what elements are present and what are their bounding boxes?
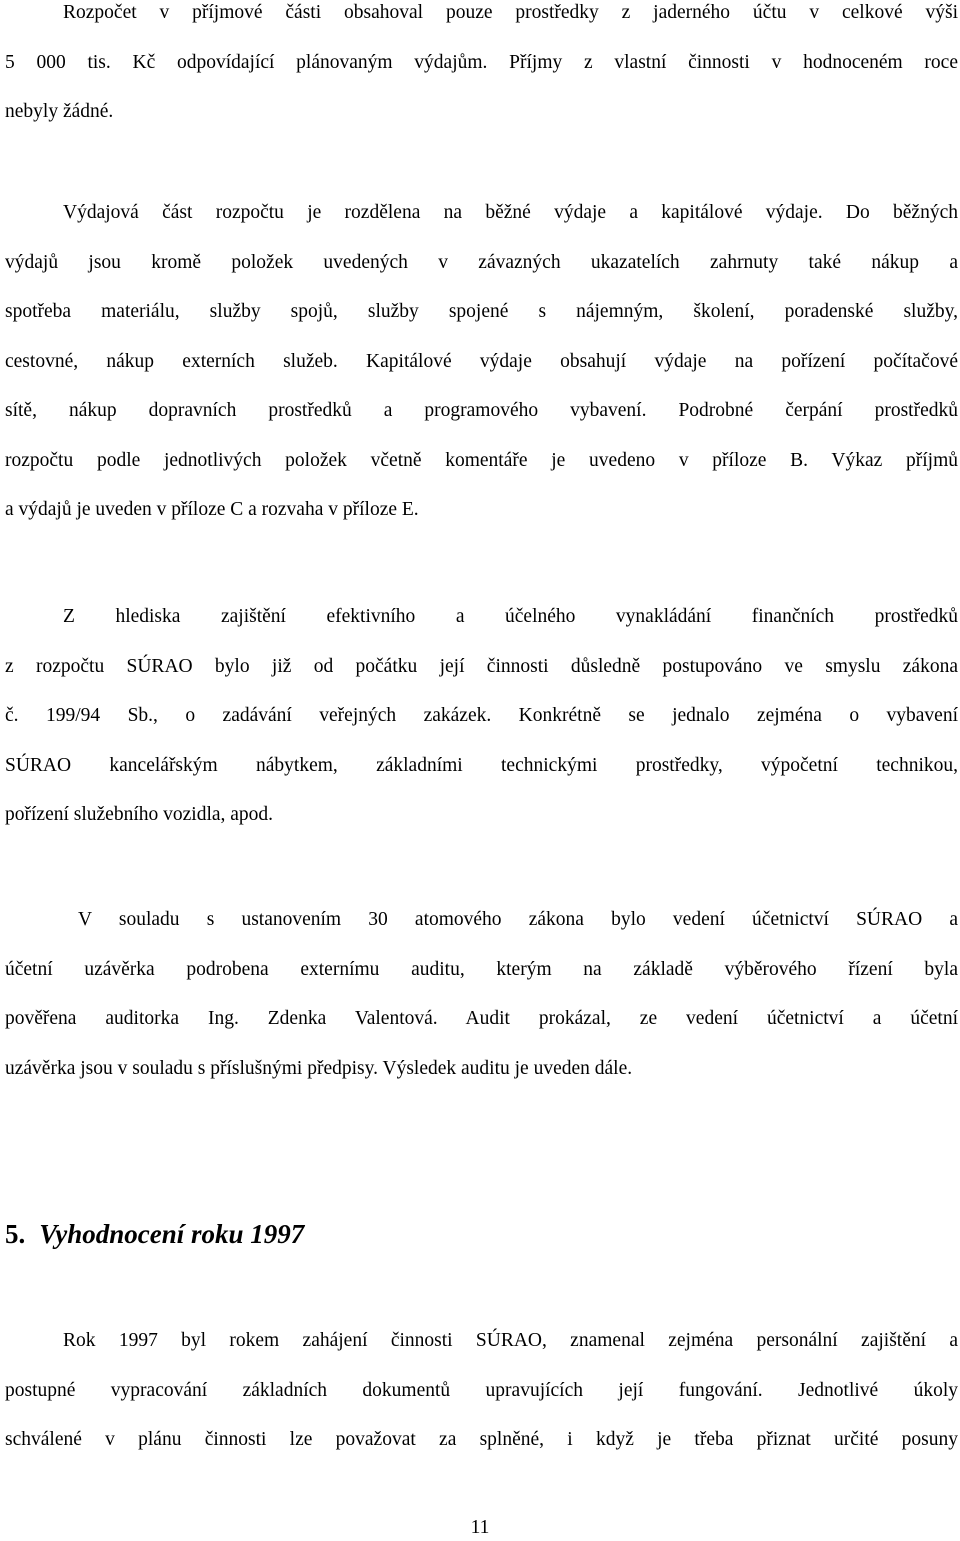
- text-line: rozpočtu podle jednotlivých položek včetně komentáře je uvedeno v příloze B. Výkaz příjmů: [5, 449, 958, 471]
- text-line: pověřena auditorka Ing. Zdenka Valentová. Audit prokázal, ze vedení účetnictví a účetní: [5, 1008, 958, 1029]
- text-line: uzávěrka jsou v souladu s příslušnými předpisy. Výsledek auditu je uveden dále.: [5, 1057, 633, 1079]
- text-line: účetní uzávěrka podrobena externímu auditu, kterým na základě výběrového řízení byla: [5, 958, 958, 980]
- paragraph-expenditure: [5, 188, 958, 535]
- text-line: z rozpočtu SÚRAO bylo již od počátku její činnosti důsledně postupováno ve smyslu zákona: [5, 655, 958, 677]
- text-line: Rozpočet v příjmové části obsahoval pouze prostředky z jaderného účtu v celkové výši: [63, 2, 958, 23]
- text-line: sítě, nákup dopravních prostředků a programového vybavení. Podrobné čerpání prostředků: [5, 400, 958, 421]
- text-line: V souladu s ustanovením 30 atomového zákona bylo vedení účetnictví SÚRAO a: [78, 909, 958, 930]
- text-line: schválené v plánu činnosti lze považovat za splněné, i když je třeba přiznat určité posuny: [5, 1429, 958, 1450]
- text-line: postupné vypracování základních dokumentů upravujících její fungování. Jednotlivé úkoly: [5, 1379, 958, 1401]
- text-line: nebyly žádné.: [5, 101, 114, 122]
- text-line: a výdajů je uveden v příloze C a rozvaha v příloze E.: [5, 499, 419, 520]
- section-heading: [5, 1212, 304, 1256]
- text-line: pořízení služebního vozidla, apod.: [5, 804, 274, 825]
- text-line: výdajů jsou kromě položek uvedených v závazných ukazatelích zahrnuty také nákup a: [5, 251, 958, 273]
- section-title: Vyhodnocení roku 1997: [39, 1219, 305, 1249]
- text-line: Rok 1997 byl rokem zahájení činnosti SÚRAO, znamenal zejména personální zajištění a: [63, 1330, 958, 1351]
- text-line: spotřeba materiálu, služby spojů, služby spojené s nájemným, školení, poradenské služby,: [5, 301, 958, 322]
- text-line: Z hlediska zajištění efektivního a účelného vynakládání finančních prostředků: [63, 606, 958, 627]
- page-number: 11: [470, 1517, 490, 1538]
- text-line: 5 000 tis. Kč odpovídající plánovaným výdajům. Příjmy z vlastní činnosti v hodnoceném roce: [5, 51, 958, 73]
- paragraph-audit: [5, 895, 958, 1093]
- text-line: Výdajová část rozpočtu je rozdělena na běžné výdaje a kapitálové výdaje. Do běžných: [63, 202, 958, 223]
- paragraph-procurement: [5, 592, 958, 840]
- paragraph-budget-income: [5, 0, 958, 137]
- text-line: č. 199/94 Sb., o zadávání veřejných zakázek. Konkrétně se jednalo zejména o vybavení: [5, 705, 958, 726]
- text-line: cestovné, nákup externích služeb. Kapitálové výdaje obsahují výdaje na pořízení počítačové: [5, 350, 958, 372]
- paragraph-evaluation: [5, 1316, 958, 1465]
- section-number: 5.: [5, 1219, 26, 1249]
- text-line: SÚRAO kancelářským nábytkem, základními technickými prostředky, výpočetní technikou,: [5, 754, 958, 776]
